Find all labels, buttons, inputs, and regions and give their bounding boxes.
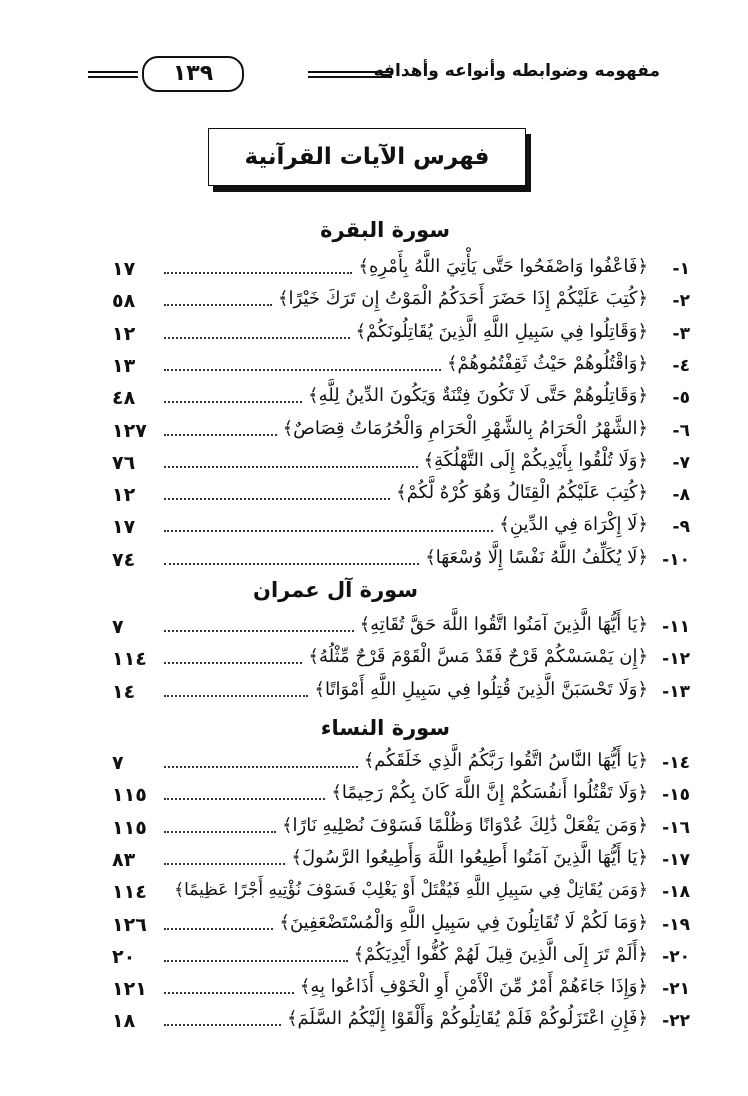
page-reference: ١١٥: [112, 784, 147, 806]
verse-number: ١٠-: [662, 550, 690, 570]
verse-row: [112, 418, 690, 448]
verse-row: [112, 1008, 690, 1038]
page-reference: ١٢: [112, 323, 136, 345]
page-reference: ٤٨: [112, 387, 136, 409]
leader-dots: [164, 530, 493, 532]
leader-dots: [164, 337, 350, 339]
leader-dots: [164, 798, 325, 800]
verse-text: ﴿يَا أَيُّهَا النَّاسُ اتَّقُوا رَبَّكُمُ الَّذِي خَلَقَكُم﴾: [363, 750, 648, 771]
page-reference: ٧: [112, 616, 124, 638]
index-title: فهرس الآيات القرآنية: [208, 128, 526, 186]
verse-number: ١٥-: [662, 785, 690, 805]
verse-number: ٢٠-: [662, 947, 690, 967]
verse-row: [112, 450, 690, 480]
page-header: [88, 56, 660, 96]
leader-dots: [164, 434, 277, 436]
page-reference: ١٢٦: [112, 914, 147, 936]
verse-number: ١٧-: [662, 850, 690, 870]
verse-text: ﴿وَمَا لَكُمْ لَا تُقَاتِلُونَ فِي سَبِيلِ اللَّهِ وَالْمُسْتَضْعَفِينَ﴾: [279, 912, 648, 933]
verse-text: ﴿فَاعْفُوا وَاصْفَحُوا حَتَّى يَأْتِيَ اللَّهُ بِأَمْرِهِ﴾: [358, 256, 648, 277]
header-rule-short: [88, 71, 138, 78]
verse-row: [112, 750, 690, 780]
leader-dots: [164, 1024, 281, 1026]
verse-text: ﴿كُتِبَ عَلَيْكُمُ الْقِتَالُ وَهُوَ كُرْهٌ لَّكُمْ﴾: [396, 482, 648, 503]
page-reference: ١٧: [112, 258, 136, 280]
leader-dots: [164, 498, 390, 500]
running-title: مفهومه وضوابطه وأنواعه وأهدافه: [373, 61, 660, 81]
verse-text: ﴿وَلَا تَحْسَبَنَّ الَّذِينَ قُتِلُوا فِي سَبِيلِ اللَّهِ أَمْوَاتًا﴾: [314, 679, 648, 700]
verse-row: [112, 514, 690, 544]
leader-dots: [164, 695, 308, 697]
verse-row: [112, 321, 690, 351]
page-reference: ١٤: [112, 681, 136, 703]
verse-number: ٢-: [672, 291, 690, 311]
verse-text: ﴿يَا أَيُّهَا الَّذِينَ آمَنُوا أَطِيعُوا اللَّهَ وَأَطِيعُوا الرَّسُولَ﴾: [291, 847, 648, 868]
verse-text: ﴿فَإِنِ اعْتَزَلُوكُمْ فَلَمْ يُقَاتِلُوكُمْ وَأَلْقَوْا إِلَيْكُمُ السَّلَمَ﴾: [286, 1008, 648, 1029]
verse-row: [112, 847, 690, 877]
leader-dots: [164, 304, 272, 306]
page-reference: ٧: [112, 752, 124, 774]
surah-heading: سورة البقرة: [320, 218, 450, 242]
header-rule: [308, 71, 392, 78]
verse-number: ٥-: [672, 388, 690, 408]
verse-number: ١٨-: [662, 882, 690, 902]
verse-text: ﴿وَإِذَا جَاءَهُمْ أَمْرٌ مِّنَ الْأَمْنِ أَوِ الْخَوْفِ أَذَاعُوا بِهِ﴾: [299, 976, 648, 997]
verse-number: ١-: [672, 259, 690, 279]
verse-row: [112, 782, 690, 812]
verse-row: [112, 912, 690, 942]
page-reference: ١١٥: [112, 817, 147, 839]
verse-text: ﴿وَمَن يَفْعَلْ ذَٰلِكَ عُدْوَانًا وَظُلْمًا فَسَوْفَ نُصْلِيهِ نَارًا﴾: [282, 815, 648, 836]
page-reference: ١١٤: [112, 881, 147, 903]
verse-text: ﴿وَلَا تُلْقُوا بِأَيْدِيكُمْ إِلَى التَّهْلُكَةِ﴾: [423, 450, 648, 471]
verse-text: ﴿إِن يَمْسَسْكُمْ قَرْحٌ فَقَدْ مَسَّ الْقَوْمَ قَرْحٌ مِّثْلُهُ﴾: [308, 646, 648, 667]
verse-number: ٧-: [672, 453, 690, 473]
verse-text: ﴿كُتِبَ عَلَيْكُمْ إِذَا حَضَرَ أَحَدَكُمُ الْمَوْتُ إِن تَرَكَ خَيْرًا﴾: [277, 288, 648, 309]
page-number: ١٣٩: [142, 56, 244, 92]
verse-number: ١١-: [662, 617, 690, 637]
leader-dots: [164, 369, 441, 371]
leader-dots: [164, 960, 348, 962]
leader-dots: [164, 992, 294, 994]
verse-text: ﴿لَا إِكْرَاهَ فِي الدِّينِ﴾: [499, 514, 648, 535]
page-reference: ١٧: [112, 516, 136, 538]
verse-number: ١٩-: [662, 915, 690, 935]
verse-text: ﴿وَلَا تَقْتُلُوا أَنفُسَكُمْ إِنَّ اللَّهَ كَانَ بِكُمْ رَحِيمًا﴾: [331, 782, 648, 803]
leader-dots: [164, 401, 302, 403]
verse-row: [112, 547, 690, 577]
verse-number: ٤-: [672, 356, 690, 376]
verse-row: [112, 256, 690, 286]
verse-text: ﴿أَلَمْ تَرَ إِلَى الَّذِينَ قِيلَ لَهُمْ كُفُّوا أَيْدِيَكُمْ﴾: [353, 944, 648, 965]
leader-dots: [164, 630, 354, 632]
page-reference: ٧٦: [112, 452, 136, 474]
leader-dots: [164, 766, 358, 768]
verse-text: ﴿لَا يُكَلِّفُ اللَّهُ نَفْسًا إِلَّا وُسْعَهَا﴾: [425, 547, 648, 568]
verse-number: ٨-: [672, 485, 690, 505]
verse-row: [112, 288, 690, 318]
verse-text: ﴿وَقَاتِلُوهُمْ حَتَّى لَا تَكُونَ فِتْنَةٌ وَيَكُونَ الدِّينُ لِلَّهِ﴾: [308, 385, 648, 406]
verse-number: ٣-: [672, 324, 690, 344]
verse-row: [112, 976, 690, 1006]
verse-number: ١٤-: [662, 753, 690, 773]
verse-number: ٢١-: [662, 979, 690, 999]
leader-dots: [164, 831, 276, 833]
page-reference: ١٣: [112, 355, 136, 377]
page-reference: ١١٤: [112, 648, 147, 670]
leader-dots: [164, 272, 352, 274]
page-reference: ١٢٧: [112, 420, 147, 442]
surah-heading: سورة النساء: [320, 716, 450, 740]
verse-row: [112, 385, 690, 415]
leader-dots: [164, 563, 419, 565]
verse-row: [112, 815, 690, 845]
verse-number: ١٣-: [662, 682, 690, 702]
page-reference: ٢٠: [112, 946, 136, 968]
leader-dots: [164, 466, 418, 468]
leader-dots: [164, 928, 273, 930]
verse-row: [112, 879, 690, 909]
leader-dots: [164, 662, 302, 664]
verse-row: [112, 646, 690, 676]
verse-number: ١٢-: [662, 649, 690, 669]
page-reference: ١٢: [112, 484, 136, 506]
verse-row: [112, 679, 690, 709]
verse-row: [112, 482, 690, 512]
verse-text: ﴿يَا أَيُّهَا الَّذِينَ آمَنُوا اتَّقُوا اللَّهَ حَقَّ تُقَاتِهِ﴾: [359, 614, 648, 635]
page-reference: ٨٣: [112, 849, 136, 871]
verse-number: ٦-: [672, 421, 690, 441]
page-reference: ٧٤: [112, 549, 136, 571]
page-reference: ٥٨: [112, 290, 136, 312]
verse-row: [112, 944, 690, 974]
page-reference: ١٢١: [112, 978, 147, 1000]
verse-text: ﴿وَمَن يُقَاتِلْ فِي سَبِيلِ اللَّهِ فَيُقْتَلْ أَوْ يَغْلِبْ فَسَوْفَ نُؤْتِيهِ أَجْرًا عَظِيمًا﴾: [174, 880, 648, 900]
verse-text: ﴿وَقَاتِلُوا فِي سَبِيلِ اللَّهِ الَّذِينَ يُقَاتِلُونَكُمْ﴾: [355, 321, 648, 342]
verse-row: [112, 353, 690, 383]
verse-row: [112, 614, 690, 644]
verse-text: ﴿الشَّهْرُ الْحَرَامُ بِالشَّهْرِ الْحَرَامِ وَالْحُرُمَاتُ قِصَاصٌ﴾: [282, 418, 648, 439]
verse-number: ٢٢-: [662, 1011, 690, 1031]
surah-heading: سورة آل عمران: [253, 578, 418, 602]
page-reference: ١٨: [112, 1010, 136, 1032]
verse-text: ﴿وَاقْتُلُوهُمْ حَيْثُ ثَقِفْتُمُوهُمْ﴾: [446, 353, 648, 374]
verse-number: ١٦-: [662, 818, 690, 838]
verse-number: ٩-: [672, 517, 690, 537]
leader-dots: [164, 863, 285, 865]
